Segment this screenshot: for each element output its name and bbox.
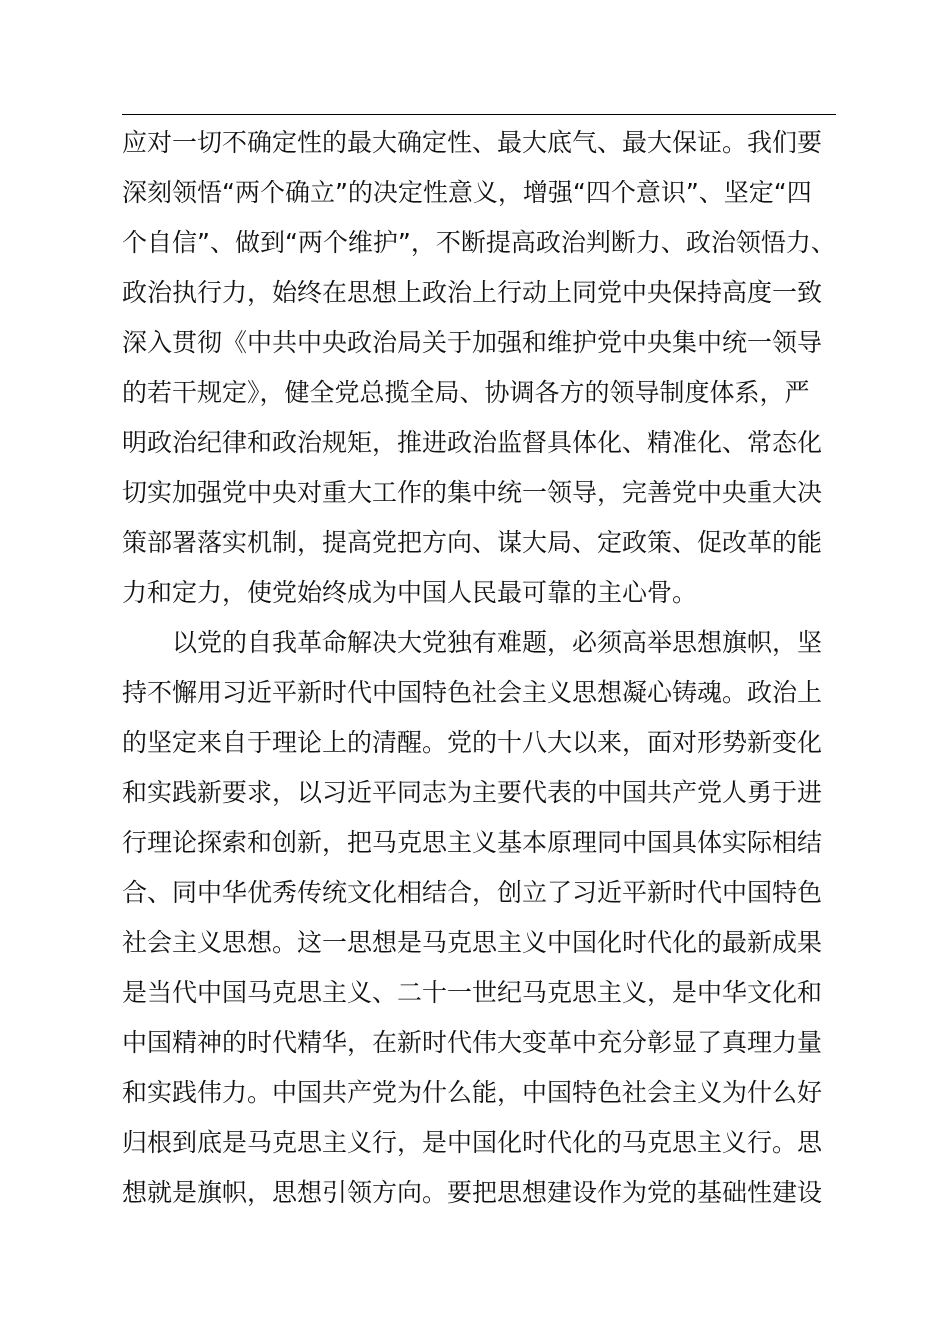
text-line: 的若干规定》，健全党总揽全局、协调各方的领导制度体系，严 bbox=[122, 378, 810, 407]
text-line: 想就是旗帜，思想引领方向。要把思想建设作为党的基础性建设 bbox=[122, 1178, 823, 1207]
text-line: 深入贯彻《中共中央政治局关于加强和维护党中央集中统一领导 bbox=[122, 328, 823, 357]
text-line: 切实加强党中央对重大工作的集中统一领导，完善党中央重大决 bbox=[122, 478, 823, 507]
text-line: 归根到底是马克思主义行，是中国化时代化的马克思主义行。思 bbox=[122, 1128, 823, 1157]
header-rule bbox=[122, 114, 836, 115]
text-line: 明政治纪律和政治规矩，推进政治监督具体化、精准化、常态化 bbox=[122, 428, 823, 457]
text-line: 中国精神的时代精华，在新时代伟大变革中充分彰显了真理力量 bbox=[122, 1028, 823, 1057]
text-line: 深刻领悟“两个确立”的决定性意义，增强“四个意识”、坚定“四 bbox=[122, 178, 812, 207]
text-line: 和实践新要求，以习近平同志为主要代表的中国共产党人勇于进 bbox=[122, 778, 823, 807]
paragraph-start-line: 以党的自我革命解决大党独有难题，必须高举思想旗帜，坚 bbox=[172, 628, 823, 657]
text-line: 政治执行力，始终在思想上政治上行动上同党中央保持高度一致 bbox=[122, 278, 823, 307]
text-line: 应对一切不确定性的最大确定性、最大底气、最大保证。我们要 bbox=[122, 128, 823, 157]
text-line: 行理论探索和创新，把马克思主义基本原理同中国具体实际相结 bbox=[122, 828, 823, 857]
text-line: 合、同中华优秀传统文化相结合，创立了习近平新时代中国特色 bbox=[122, 878, 823, 907]
text-line: 和实践伟力。中国共产党为什么能，中国特色社会主义为什么好 bbox=[122, 1078, 823, 1107]
text-line: 的坚定来自于理论上的清醒。党的十八大以来，面对形势新变化 bbox=[122, 728, 823, 757]
text-line: 是当代中国马克思主义、二十一世纪马克思主义，是中华文化和 bbox=[122, 978, 823, 1007]
text-line: 力和定力，使党始终成为中国人民最可靠的主心骨。 bbox=[122, 578, 698, 607]
document-body bbox=[122, 118, 838, 1218]
text-line: 策部署落实机制，提高党把方向、谋大局、定政策、促改革的能 bbox=[122, 528, 823, 557]
text-line: 社会主义思想。这一思想是马克思主义中国化时代化的最新成果 bbox=[122, 928, 823, 957]
text-line: 个自信”、做到“两个维护”，不断提高政治判断力、政治领悟力、 bbox=[122, 228, 836, 257]
text-line: 持不懈用习近平新时代中国特色社会主义思想凝心铸魂。政治上 bbox=[122, 678, 823, 707]
